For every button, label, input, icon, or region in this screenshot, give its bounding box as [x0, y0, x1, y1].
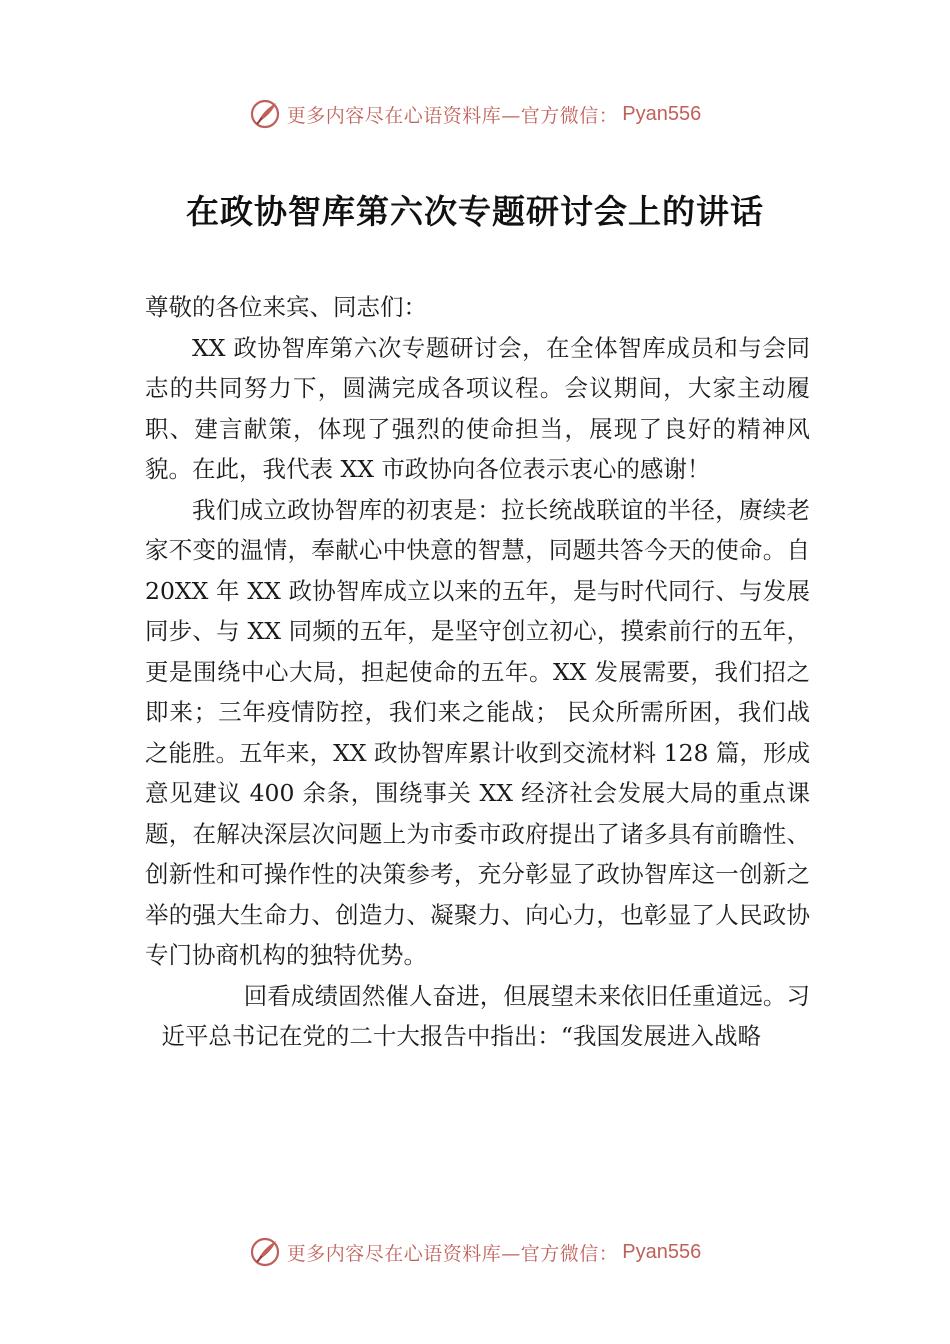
wechat-id: Pyan556 — [622, 102, 702, 125]
header-banner — [0, 94, 950, 134]
salutation: 尊敬的各位来宾、同志们： — [145, 293, 427, 321]
paragraph: XX 政协智库第六次专题研讨会，在全体智库成员和与会同志的共同努力下，圆满完成各项议程。会议期间，大家主动履职、建言献策，体现了强烈的使命担当，展现了良好的精神风貌。在此，我代表 XX 市政协向各位表示衷心的感谢！ — [145, 333, 810, 483]
quill-pen-logo-icon — [249, 98, 281, 130]
document-body — [145, 287, 810, 1057]
paragraph: 我们成立政协智库的初衷是：拉长统战联谊的半径，赓续老家不变的温情，奉献心中快意的智慧，同题共答今天的使命。自 20XX 年 XX 政协智库成立以来的五年，是与时代同行、与发展同步、与 XX 同频的五年，是坚守创立初心，摸索前行的五年，更是围绕中心大局，担起使命的五年。XX 发展需要，我们招之即来；三年疫情防控，我们来之能战； 民众所需所困，我们战之能胜。五年来，XX 政协智库累计收到交流材料 128 篇，形成意见建议 400 余条，围绕事关 XX 经济社会发展大局的重点课题，在解决深层次问题上为市委市政府提出了诸多具有前瞻性、创新性和可操作性的决策参考，充分彰显了政协智库这一创新之举的强大生命力、创造力、凝聚力、向心力，也彰显了人民政协专门协商机构的独特优势。 — [145, 495, 810, 969]
banner-text: 更多内容尽在心语资料库—官方微信： — [286, 104, 619, 127]
banner-text: 更多内容尽在心语资料库—官方微信： — [286, 1242, 619, 1265]
wechat-id: Pyan556 — [622, 1240, 702, 1263]
paragraph: 回看成绩固然催人奋进，但展望未来依旧任重道远。习近平总书记在党的二十大报告中指出：“我国发展进入战略 — [161, 981, 810, 1050]
quill-pen-logo-icon — [249, 1236, 281, 1268]
footer-banner — [0, 1232, 950, 1272]
document-title: 在政协智库第六次专题研讨会上的讲话 — [186, 192, 764, 231]
